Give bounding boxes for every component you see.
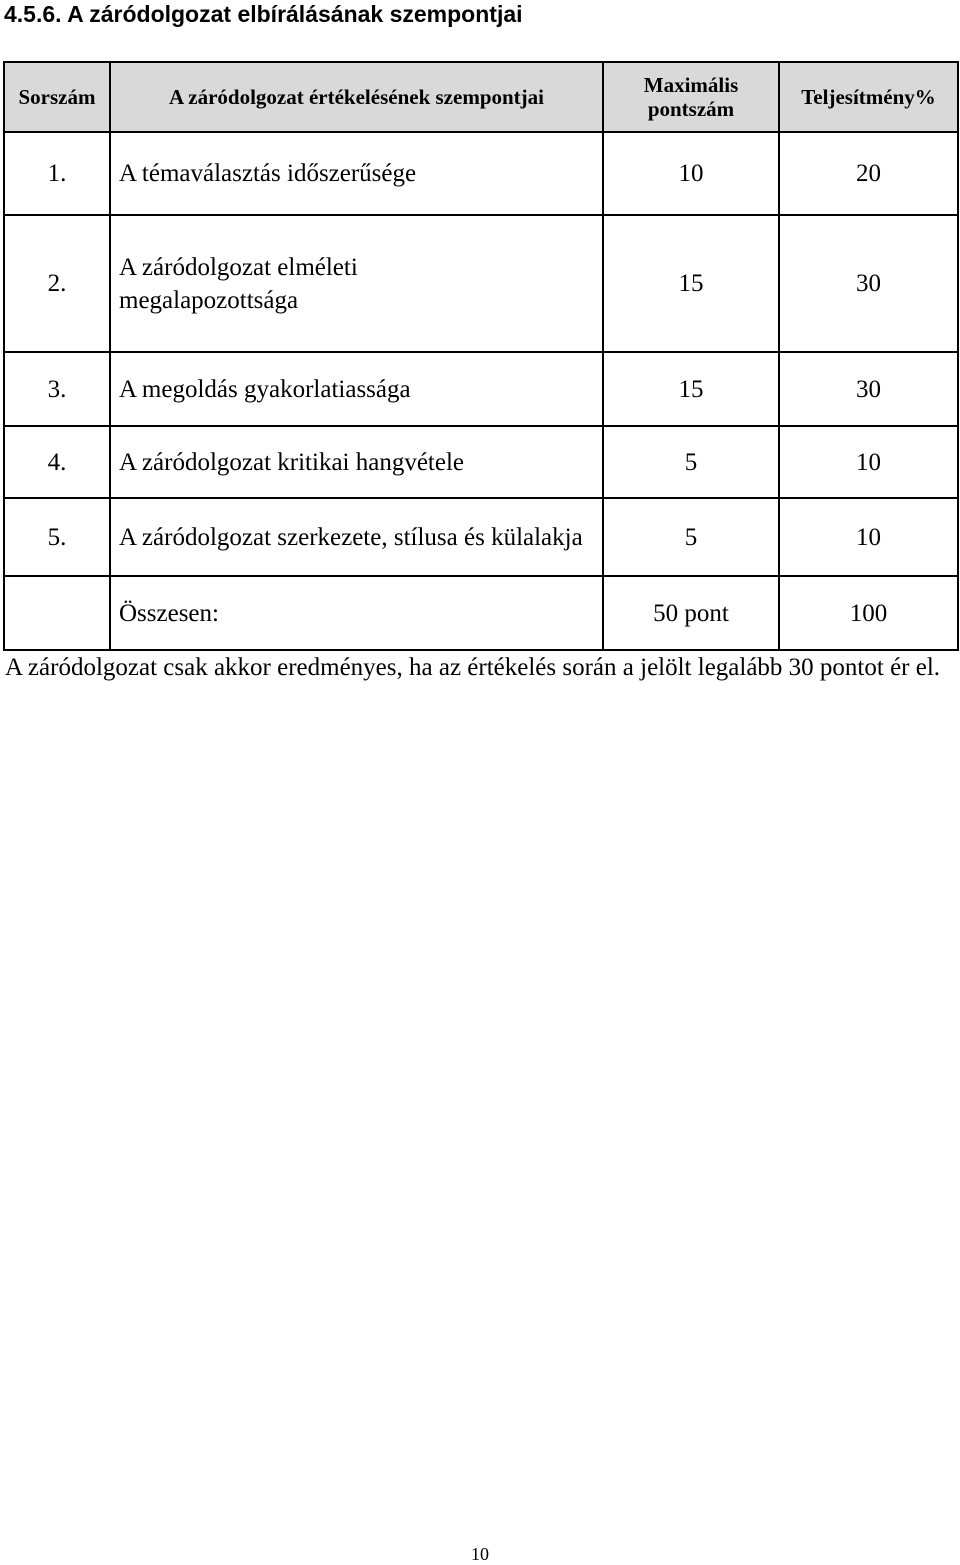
row-percent: 30 xyxy=(779,215,958,352)
section-heading: 4.5.6. A záródolgozat elbírálásának szempontjai xyxy=(4,1,523,27)
table-row xyxy=(4,352,958,426)
header-max-points xyxy=(603,62,779,132)
row-number: 5. xyxy=(4,498,110,576)
row-criterion: A témaválasztás időszerűsége xyxy=(110,132,603,215)
row-criterion: A záródolgozat kritikai hangvétele xyxy=(110,426,603,498)
row-max-points: 15 xyxy=(603,215,779,352)
row-percent: 30 xyxy=(779,352,958,426)
table-row xyxy=(4,426,958,498)
total-max-points: 50 pont xyxy=(603,576,779,650)
page-number: 10 xyxy=(471,1544,489,1564)
row-max-points: 10 xyxy=(603,132,779,215)
table-row xyxy=(4,132,958,215)
row-percent: 20 xyxy=(779,132,958,215)
row-number: 4. xyxy=(4,426,110,498)
row-max-points: 15 xyxy=(603,352,779,426)
table-row xyxy=(4,498,958,576)
evaluation-criteria-table xyxy=(3,61,959,651)
total-label: Összesen: xyxy=(110,576,603,650)
header-percent: Teljesítmény% xyxy=(779,62,958,132)
header-max-points-label: Maximális pontszám xyxy=(643,73,739,121)
row-percent: 10 xyxy=(779,498,958,576)
row-criterion: A záródolgozat szerkezete, stílusa és külalakja xyxy=(110,498,603,576)
row-criterion: A megoldás gyakorlatiassága xyxy=(110,352,603,426)
row-criterion xyxy=(110,215,603,352)
header-number: Sorszám xyxy=(4,62,110,132)
row-percent: 10 xyxy=(779,426,958,498)
row-criterion-text: A záródolgozat elméleti megalapozottsága xyxy=(119,253,358,314)
table-row xyxy=(4,215,958,352)
total-empty-cell xyxy=(4,576,110,650)
total-percent: 100 xyxy=(779,576,958,650)
row-max-points: 5 xyxy=(603,426,779,498)
table-total-row xyxy=(4,576,958,650)
row-number: 3. xyxy=(4,352,110,426)
row-number: 1. xyxy=(4,132,110,215)
header-criterion: A záródolgozat értékelésének szempontjai xyxy=(110,62,603,132)
row-number: 2. xyxy=(4,215,110,352)
row-max-points: 5 xyxy=(603,498,779,576)
table-header-row xyxy=(4,62,958,132)
pass-condition-note: A záródolgozat csak akkor eredményes, ha az értékelés során a jelölt legalább 30 pontot ér el. xyxy=(5,654,941,681)
